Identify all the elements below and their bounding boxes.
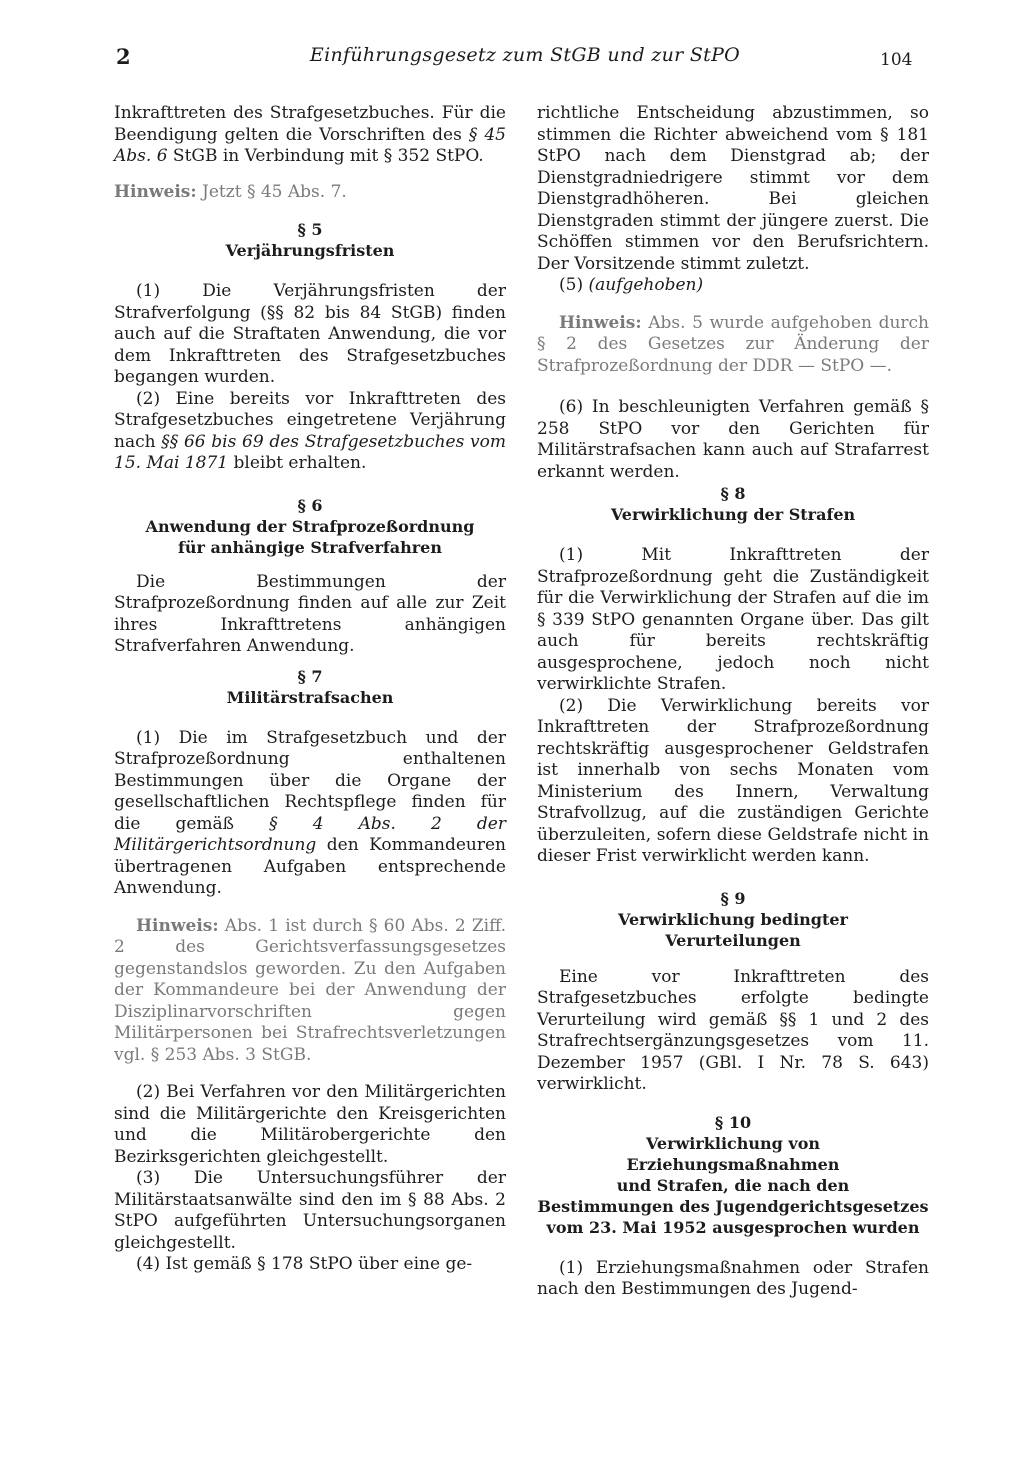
section-title-10a: Verwirklichung von Erziehungsmaßnahmen <box>626 1133 840 1174</box>
paragraph: (6) In beschleunigten Verfahren gemäß § 258 StPO vor den Gerichten für Militärstrafsachen kann auch auf Strafarrest erkannt werden. <box>537 397 929 482</box>
paragraph: (1) Die Verjährungsfristen der Strafverfolgung (§§ 82 bis 84 StGB) finden auch auf die Straftaten Anwendung, die vor dem Inkrafttreten des Strafgesetzbuches begangen wurden. <box>114 281 506 387</box>
section-number-6: § 6 <box>297 495 323 515</box>
section-title-6b: für anhängige Strafverfahren <box>177 537 442 557</box>
paragraph: (2) Die Verwirklichung bereits vor Inkrafttreten der Strafprozeßordnung rechtskräftig ausgesprochener Geldstrafen ist innerhalb von sechs Monaten vom Ministerium des Innern, Verwaltung Strafvollzug, auf die zuständigen Gerichte überzuleiten, sofern diese Geldstrafe nicht in dieser Frist verwirklicht werden kann. <box>537 695 929 866</box>
section-title-7: Militärstrafsachen <box>226 687 394 707</box>
running-title: Einführungsgesetz zum StGB und zur StPO <box>309 44 741 66</box>
page-header <box>0 0 1024 90</box>
hint-note: Hinweis: Jetzt § 45 Abs. 7. <box>114 181 347 202</box>
paragraph: (3) Die Untersuchungsführer der Militärstaatsanwälte sind den im § 88 Abs. 2 StPO aufgeführten Untersuchungsorganen gleichgestellt. <box>114 1168 506 1253</box>
paragraph: (1) Erziehungsmaßnahmen oder Strafen nach den Bestimmungen des Jugend- <box>537 1257 929 1299</box>
section-title-8: Verwirklichung der Strafen <box>610 505 856 524</box>
section-number-9: § 9 <box>720 888 746 908</box>
page-number: 104 <box>880 50 913 70</box>
section-title-10c: Bestimmungen des Jugendgerichtsgesetzes <box>537 1196 929 1216</box>
paragraph: (4) Ist gemäß § 178 StPO über eine ge- <box>136 1254 473 1274</box>
paragraph: richtliche Entscheidung abzustimmen, so stimmen die Richter abweichend vom § 181 StPO nach dem Dienstgrad ab; der Dienstgradniedrigere stimmt vor dem Dienstgradhöheren. Bei gleichen Dienstgraden stimmt der jüngere zuerst. Die Schöffen stimmen vor den Berufsrichtern. Der Vorsitzende stimmt zuletzt. <box>537 103 929 274</box>
paragraph: (1) Mit Inkrafttreten der Strafprozeßordnung geht die Zuständigkeit für die Verwirklichung der Strafen auf die im § 339 StPO genannten Organe über. Das gilt auch für bereits rechtskräftig ausgesprochene, jedoch noch nicht verwirklichte Strafen. <box>537 545 929 694</box>
left-column <box>114 103 506 1276</box>
paragraph: Inkrafttreten des Strafgesetzbuches. Für die Beendigung gelten die Vorschriften des § 45 Abs. 6 StGB in Verbindung mit § 352 StPO. <box>114 103 506 166</box>
paragraph: (2) Eine bereits vor Inkrafttreten des Strafgesetzbuches eingetretene Verjährung nach §§ 66 bis 69 des Strafgesetzbuches vom 15. Mai 1871 bleibt erhalten. <box>114 388 506 473</box>
section-title-9a: Verwirklichung bedingter <box>618 909 848 929</box>
section-title-10b: und Strafen, die nach den <box>616 1175 850 1195</box>
right-column <box>537 103 929 1301</box>
paragraph: (5) (aufgehoben) <box>559 275 704 295</box>
section-number-5: § 5 <box>297 220 323 239</box>
hint-note: Hinweis: Abs. 1 ist durch § 60 Abs. 2 Ziff. 2 des Gerichtsverfassungsgesetzes gegenstandslos geworden. Zu den Aufgaben der Kommandeure bei der Anwendung der Disziplinarvorschriften gegen Militärpersonen bei Strafrechtsverletzungen vgl. § 253 Abs. 3 StGB. <box>114 915 506 1065</box>
section-title-5: Verjährungsfristen <box>225 241 395 260</box>
section-title-10d: vom 23. Mai 1952 ausgesprochen wurden <box>546 1217 920 1237</box>
section-number-8: § 8 <box>720 484 746 503</box>
paragraph: (1) Die im Strafgesetzbuch und der Strafprozeßordnung enthaltenen Bestimmungen über die Organe der gesellschaftlichen Rechtspflege finden für die gemäß § 4 Abs. 2 der Militärgerichtsordnung den Kommandeuren übertragenen Aufgaben entsprechende Anwendung. <box>114 727 506 898</box>
hint-note: Hinweis: Abs. 5 wurde aufgehoben durch § 2 des Gesetzes zur Änderung der Strafprozeßordnung der DDR — StPO —. <box>537 312 929 376</box>
paragraph: (2) Bei Verfahren vor den Militärgerichten sind die Militärgerichte den Kreisgerichten und die Militärobergerichte den Bezirksgerichten gleichgestellt. <box>114 1082 506 1167</box>
section-title-6a: Anwendung der Strafprozeßordnung <box>145 516 475 536</box>
section-number-10: § 10 <box>714 1112 752 1132</box>
section-number-7: § 7 <box>297 666 323 686</box>
paragraph: Eine vor Inkrafttreten des Strafgesetzbuches erfolgte bedingte Verurteilung wird gemäß §§ 1 und 2 des Strafrechtsergänzungsgesetzes vom 11. Dezember 1957 (GBl. I Nr. 78 S. 643) verwirklicht. <box>537 966 929 1094</box>
paragraph: Die Bestimmungen der Strafprozeßordnung finden auf alle zur Zeit ihres Inkrafttretens anhängigen Strafverfahren Anwendung. <box>114 571 506 656</box>
section-number: 2 <box>116 44 131 69</box>
section-title-9b: Verurteilungen <box>665 930 801 950</box>
